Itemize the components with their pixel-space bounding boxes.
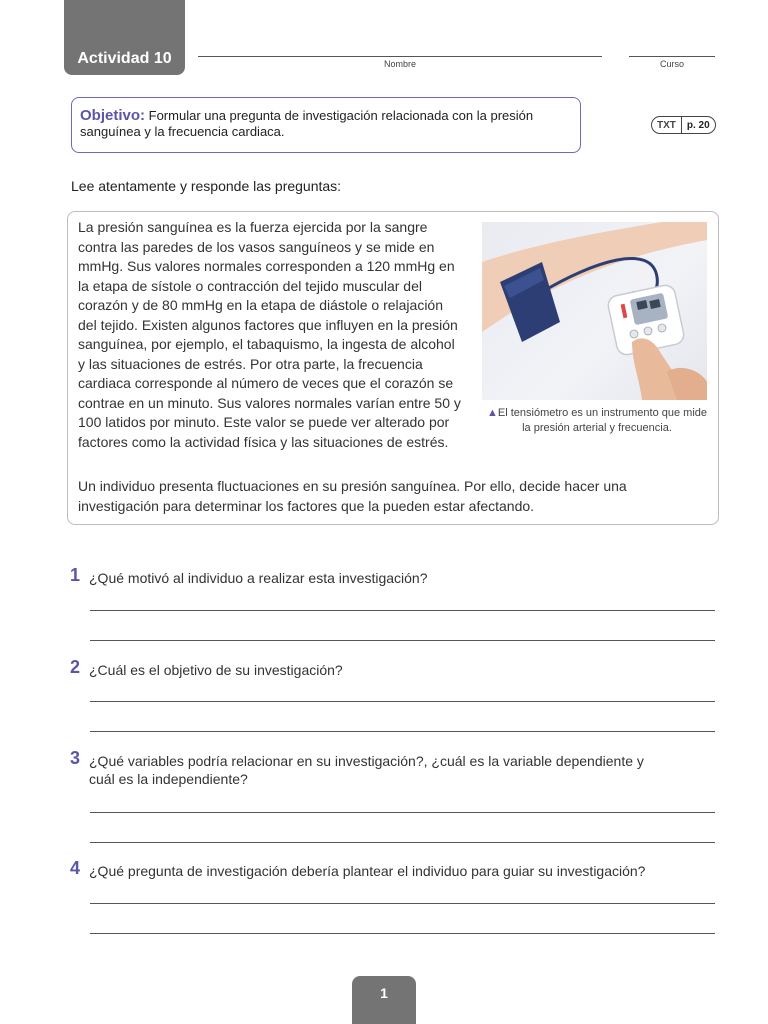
question-number: 3 [70,748,81,768]
activity-title: Actividad 10 [77,50,172,67]
question-text: ¿Qué pregunta de investigación debería plantear el individuo para guiar su investigación? [89,863,646,879]
text-reference-code: TXT [652,117,682,133]
answer-line[interactable] [90,701,715,702]
instructions: Lee atentamente y responde las preguntas: [71,178,342,194]
answer-line[interactable] [90,610,715,611]
objective-label: Objetivo: [80,107,146,124]
answer-line[interactable] [90,640,715,641]
page-number-tab [352,976,416,1024]
answer-line[interactable] [90,842,715,843]
name-label: Nombre [383,59,416,69]
objective-box [71,97,581,153]
question-number: 2 [70,657,81,677]
question-text: ¿Qué variables podría relacionar en su investigación?, ¿cuál es la variable dependiente y cuál es la independiente? [89,753,644,787]
answer-line[interactable] [90,933,715,934]
reading-paragraph-1: La presión sanguínea es la fuerza ejercida por la sangre contra las paredes de los vasos sanguíneos y se mide en mmHg. Sus valores normales corresponden a 120 mmHg en la etapa de sístole o contracción del tejido muscular del corazón y de 80 mmHg en la etapa de diástole o relajación del tejido. Existen algunos factores que influyen en la presión sanguínea, por ejemplo, el tabaquismo, la ingesta de alcohol y las situaciones de estrés. Por otra parte, la frecuencia cardiaca corresponde al número de veces que el corazón se contrae en un minuto. Sus valores normales varían entre 50 y 100 latidos por minuto. Este valor se puede ver alterado por factores como la actividad física y las situaciones de estrés. [78,219,461,450]
activity-tab [64,0,185,75]
text-reference-badge [651,116,716,134]
course-label: Curso [659,59,684,69]
answer-line[interactable] [90,812,715,813]
triangle-icon: ▲ [487,407,498,419]
answer-line[interactable] [90,731,715,732]
photo-caption-text: El tensiómetro es un instrumento que mide la presión arterial y frecuencia. [497,407,707,434]
objective-text: Formular una pregunta de investigación relacionada con la presión sanguínea y la frecuencia cardiaca. [80,108,534,139]
answer-line[interactable] [90,903,715,904]
page-number: 1 [380,985,388,1001]
blood-pressure-monitor-illustration [482,222,707,400]
photo-caption [482,406,712,436]
course-field-line[interactable] [629,56,715,57]
name-field-line[interactable] [198,56,602,57]
text-reference-page: p. 20 [686,119,710,131]
question-number: 1 [70,565,81,585]
question-number: 4 [70,858,81,878]
question-text: ¿Cuál es el objetivo de su investigación? [89,662,343,678]
reading-paragraph-2: Un individuo presenta fluctuaciones en su presión sanguínea. Por ello, decide hacer una investigación para determinar los factores que la pueden estar afectando. [78,478,627,514]
blood-pressure-monitor-photo [482,222,707,400]
question-text: ¿Qué motivó al individuo a realizar esta investigación? [89,570,428,586]
